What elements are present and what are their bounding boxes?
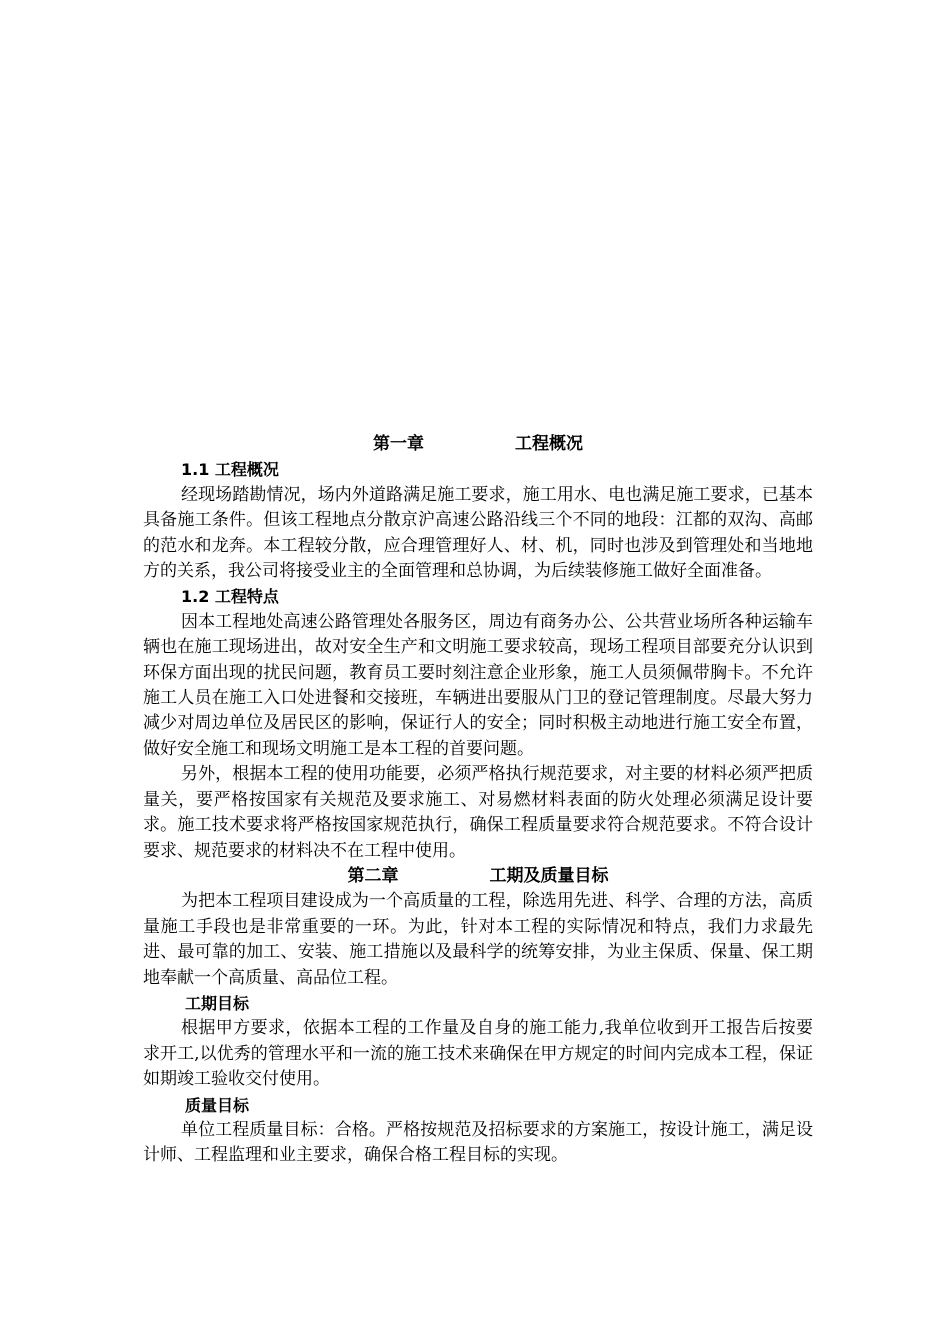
section-1-1-title: 1.1 工程概况 <box>181 460 279 480</box>
quality-goal-title: 质量目标 <box>185 1095 250 1115</box>
chapter-1-title: 第一章 工程概况 <box>372 434 584 454</box>
chapter-2-title: 第二章 工期及质量目标 <box>347 865 609 886</box>
section-1-2-paragraph-2: 另外，根据本工程的使用功能要，必须严格执行规范要求，对主要的材料必须严把质量关，要严格按国家有关规范及要求施工、对易燃材料表面的防火处理必须满足设计要求。施工技术要求将严格按国家规范执行，确保工程质量要求符合规范要求。不符合设计要求、规范要求的材料决不在工程中使用。 <box>143 764 813 861</box>
section-1-1-paragraph: 经现场踏勘情况，场内外道路满足施工要求，施工用水、电也满足施工要求，已基本具备施工条件。但该工程地点分散京沪高速公路沿线三个不同的地段：江都的双沟、高邮的范水和龙奔。本工程较分散，应合理管理好人、材、机，同时也涉及到管理处和当地地方的关系，我公司将接受业主的全面管理和总协调，为后续装修施工做好全面准备。 <box>143 484 813 582</box>
document-body <box>143 432 813 1169</box>
chapter-2-intro-paragraph: 为把本工程项目建设成为一个高质量的工程，除选用先进、科学、合理的方法，高质量施工手段也是非常重要的一环。为此，针对本工程的实际情况和特点，我们力求最先进、最可靠的加工、安装、施工措施以及最科学的统筹安排，为业主保质、保量、保工期地奉献一个高质量、高品位工程。 <box>143 891 813 988</box>
section-1-2-title: 1.2 工程特点 <box>181 587 279 607</box>
quality-goal-paragraph: 单位工程质量目标：合格。严格按规范及招标要求的方案施工，按设计施工，满足设计师、工程监理和业主要求，确保合格工程目标的实现。 <box>143 1119 813 1166</box>
schedule-goal-title: 工期目标 <box>185 993 250 1013</box>
section-1-2-paragraph-1: 因本工程地处高速公路管理处各服务区，周边有商务办公、公共营业场所各种运输车辆也在施工现场进出，故对安全生产和文明施工要求较高，现场工程项目部要充分认识到环保方面出现的扰民问题，教育员工要时刻注意企业形象，施工人员须佩带胸卡。不允许施工人员在施工入口处进餐和交接班，车辆进出要服从门卫的登记管理制度。尽最大努力减少对周边单位及居民区的影响，保证行人的安全；同时积极主动地进行施工安全布置，做好安全施工和现场文明施工是本工程的首要问题。 <box>143 611 813 759</box>
schedule-goal-paragraph: 根据甲方要求，依据本工程的工作量及自身的施工能力,我单位收到开工报告后按要求开工,以优秀的管理水平和一流的施工技术来确保在甲方规定的时间内完成本工程，保证如期竣工验收交付使用。 <box>143 1018 813 1090</box>
